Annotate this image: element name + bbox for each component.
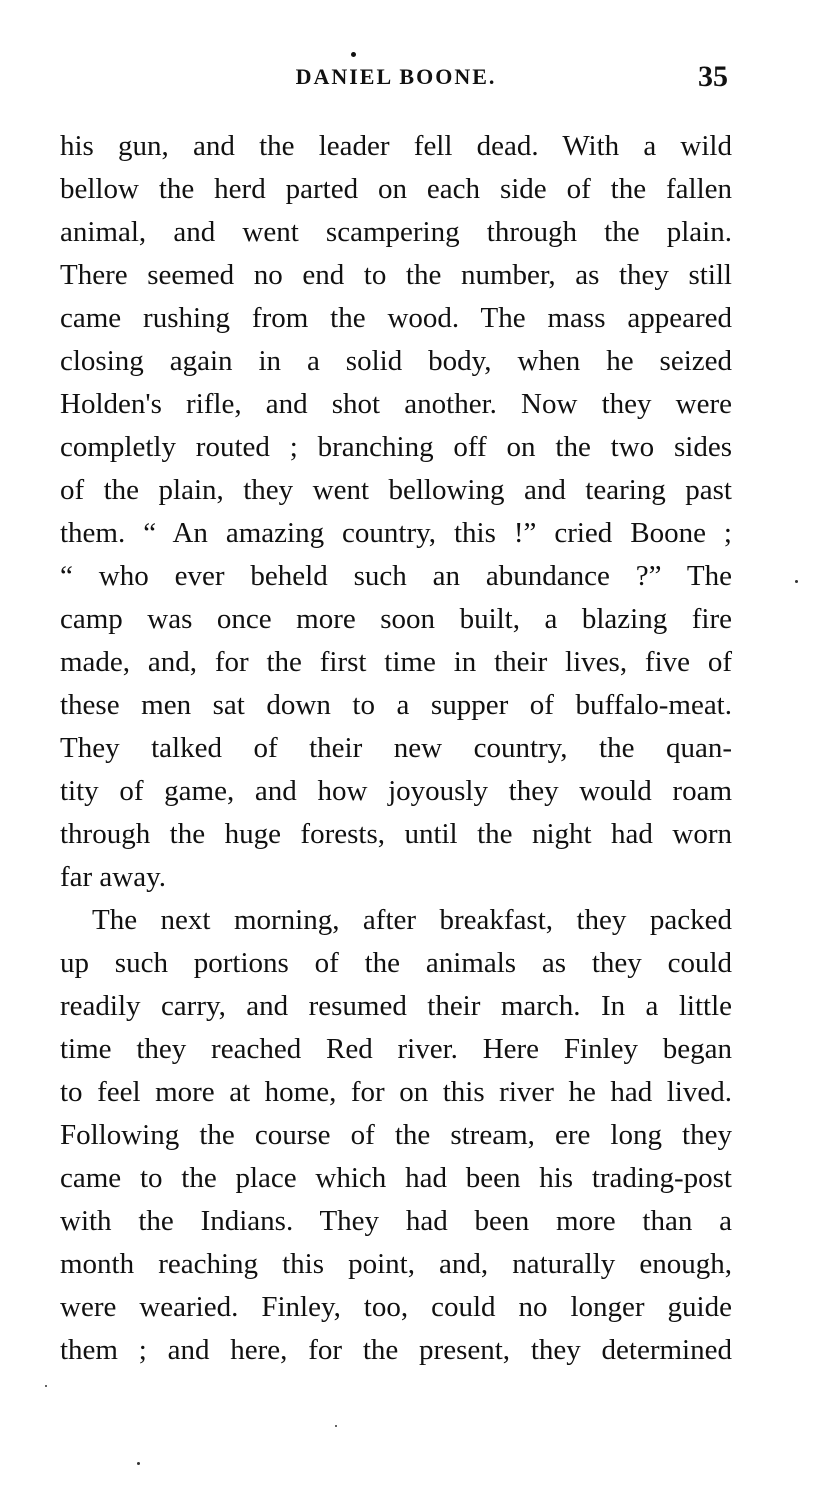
text-line: bellow the herd parted on each side of the fallen bbox=[60, 173, 732, 205]
paper-speck bbox=[335, 1425, 337, 1427]
printer-dot bbox=[351, 52, 356, 57]
text-line: were wearied. Finley, too, could no longer guide bbox=[60, 1291, 732, 1323]
text-line: to feel more at home, for on this river he had lived. bbox=[60, 1076, 732, 1108]
text-line: of the plain, they went bellowing and tearing past bbox=[60, 474, 732, 506]
text-line: far away. bbox=[60, 861, 166, 893]
running-head bbox=[60, 60, 732, 100]
text-line: them ; and here, for the present, they determined bbox=[60, 1334, 732, 1366]
text-line: animal, and went scampering through the plain. bbox=[60, 216, 732, 248]
text-line: “ who ever beheld such an abundance ?” The bbox=[60, 560, 732, 592]
text-line: The next morning, after breakfast, they packed bbox=[92, 904, 732, 936]
text-line: came rushing from the wood. The mass appeared bbox=[60, 302, 732, 334]
text-line: readily carry, and resumed their march. In a little bbox=[60, 990, 732, 1022]
paragraph bbox=[60, 125, 732, 899]
text-line: time they reached Red river. Here Finley began bbox=[60, 1033, 732, 1065]
paper-speck bbox=[45, 1385, 47, 1387]
text-line: his gun, and the leader fell dead. With a wild bbox=[60, 130, 732, 162]
text-line: these men sat down to a supper of buffalo-meat. bbox=[60, 689, 732, 721]
text-line: through the huge forests, until the night had worn bbox=[60, 818, 732, 850]
paper-speck bbox=[795, 580, 798, 583]
text-line: completly routed ; branching off on the two sides bbox=[60, 431, 732, 463]
text-line: closing again in a solid body, when he seized bbox=[60, 345, 732, 377]
text-line: There seemed no end to the number, as they still bbox=[60, 259, 732, 291]
text-line: Holden's rifle, and shot another. Now they were bbox=[60, 388, 732, 420]
text-line: Following the course of the stream, ere long they bbox=[60, 1119, 732, 1151]
text-line: camp was once more soon built, a blazing fire bbox=[60, 603, 732, 635]
text-line: month reaching this point, and, naturally enough, bbox=[60, 1248, 732, 1280]
running-title: DANIEL BOONE. bbox=[295, 64, 497, 89]
text-line: made, and, for the first time in their lives, five of bbox=[60, 646, 732, 678]
text-line: They talked of their new country, the quan- bbox=[60, 732, 732, 764]
text-line: tity of game, and how joyously they would roam bbox=[60, 775, 732, 807]
text-line: them. “ An amazing country, this !” cried Boone ; bbox=[60, 517, 732, 549]
body-text bbox=[60, 125, 732, 1372]
text-line: came to the place which had been his trading-post bbox=[60, 1162, 732, 1194]
paragraph bbox=[60, 899, 732, 1372]
text-line: with the Indians. They had been more than a bbox=[60, 1205, 732, 1237]
page-number: 35 bbox=[698, 60, 728, 93]
text-line: up such portions of the animals as they could bbox=[60, 947, 732, 979]
paper-speck bbox=[137, 1462, 140, 1465]
